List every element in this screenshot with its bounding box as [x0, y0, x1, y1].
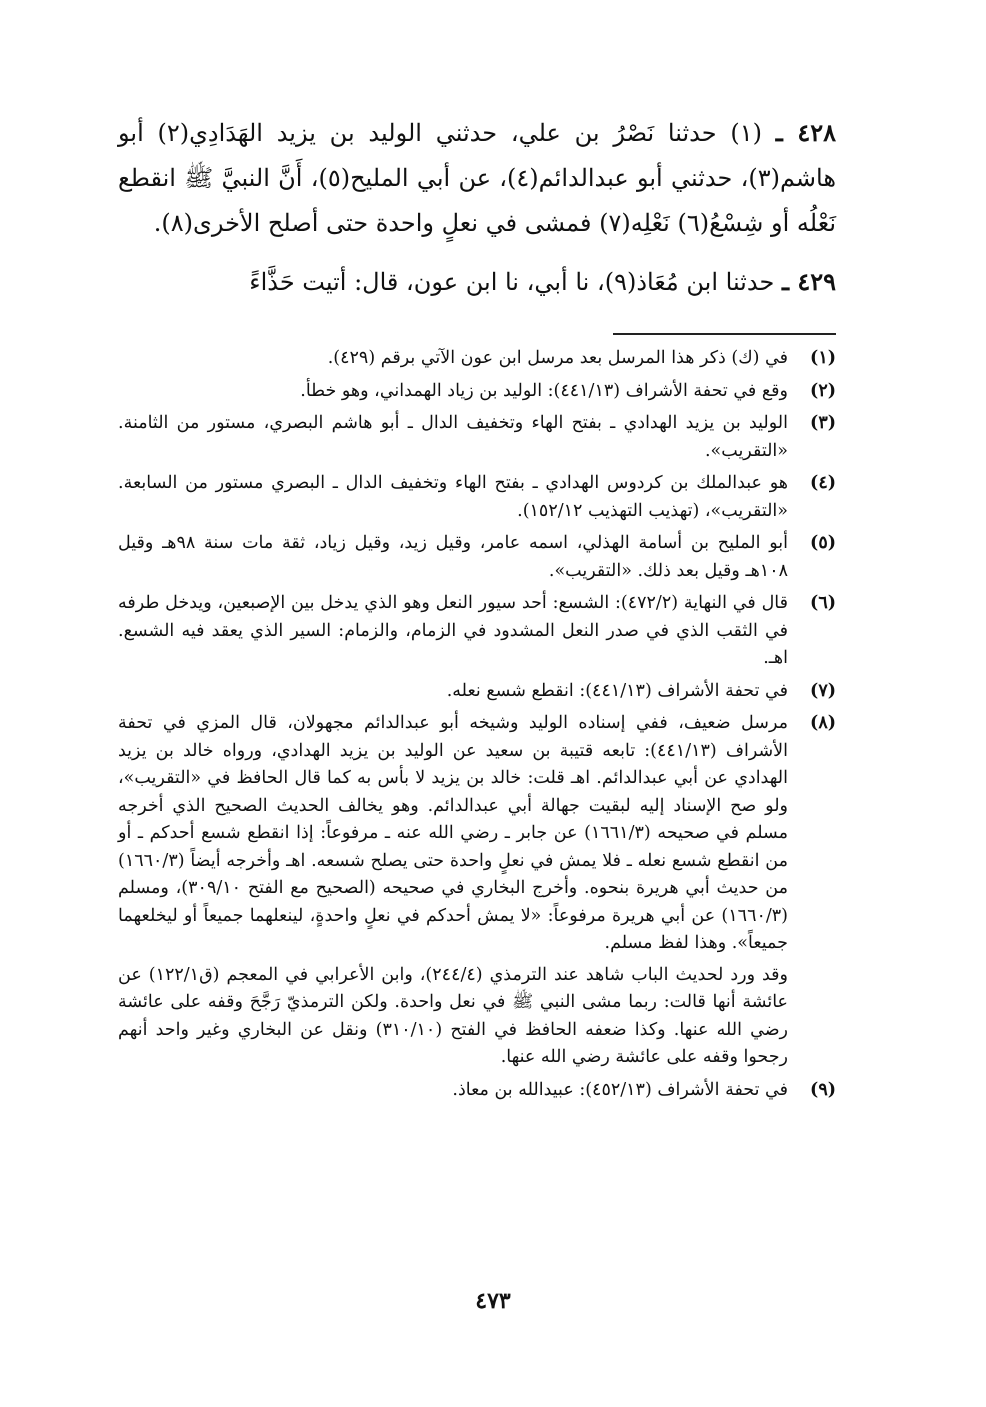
- footnote: [118, 410, 836, 465]
- footnote-text: وقع في تحفة الأشراف (٤٤١/١٣): الوليد بن زياد الهمداني، وهو خطأ.: [300, 380, 788, 401]
- footnote-text: في (ك) ذكر هذا المرسل بعد مرسل ابن عون الآتي برقم (٤٢٩).: [327, 348, 788, 368]
- main-text: [118, 110, 836, 318]
- footnote-divider: [613, 333, 836, 335]
- footnote-number: (٤): [810, 473, 836, 493]
- hadith-text: حدثنا ابن مُعَاذ(٩)، نا أبي، نا ابن عون، قال: أتيت حَذَّاءً: [249, 268, 775, 296]
- footnote: [118, 678, 836, 706]
- footnote-text: أبو المليح بن أسامة الهذلي، اسمه عامر، وقيل زيد، وقيل زياد، ثقة مات سنة ٩٨هـ وقيل ١٠٨هـ وقيل بعد ذلك. «التقريب».: [118, 533, 788, 581]
- hadith-text: (١) حدثنا نَصْرُ بن علي، حدثني الوليد بن يزيد الهَدَادِي(٢) أبو هاشم(٣)، حدثني أبو عبدالدائم(٤)، عن أبي المليح(٥)، أَنَّ النبيَّ ﷺ انقطع نَعْلُه أو شِسْعُ(٦) نَعْلِه(٧) فمشى في نعلٍ واحدة حتى أصلح الأخرى(٨).: [118, 119, 836, 237]
- footnote: [118, 590, 836, 673]
- footnote-text: الوليد بن يزيد الهدادي ـ بفتح الهاء وتخفيف الدال ـ أبو هاشم البصري، مستور من الثامنة. «التقريب».: [118, 413, 788, 461]
- footnote-number: (٦): [810, 593, 836, 613]
- footnotes: [118, 345, 836, 1109]
- hadith-number: ٤٢٨ ـ: [775, 118, 836, 147]
- footnote: [118, 470, 836, 525]
- footnote-number: (٢): [810, 380, 836, 401]
- footnote-number: (٩): [810, 1079, 836, 1100]
- page-number: ٤٧٣: [475, 1288, 511, 1314]
- footnote-number: (٣): [810, 413, 836, 433]
- footnote-text: قال في النهاية (٤٧٢/٢): الشسع: أحد سيور النعل وهو الذي يدخل بين الإصبعين، ويدخل طرفه في الثقب الذي في صدر النعل المشدود في الزمام، والزمام: السير الذي يعقد فيه الشسع. اهـ.: [118, 593, 788, 668]
- footnote-number: (١): [810, 348, 836, 368]
- hadith-number: ٤٢٩ ـ: [781, 267, 836, 296]
- footnote-number: (٧): [810, 680, 836, 701]
- footnote-number: (٥): [810, 533, 836, 553]
- footnote-text: في تحفة الأشراف (٤٥٢/١٣): عبيدالله بن معاذ.: [452, 1079, 788, 1100]
- footnote: [118, 345, 836, 373]
- footnote-text: هو عبدالملك بن كردوس الهدادي ـ بفتح الهاء وتخفيف الدال ـ البصري مستور من السابعة. «التقريب»، (تهذيب التهذيب ١٥٢/١٢).: [118, 473, 788, 521]
- hadith-428: [118, 110, 836, 246]
- footnote: [118, 710, 836, 1072]
- footnote: [118, 1077, 836, 1105]
- footnote-text: في تحفة الأشراف (٤٤١/١٣): انقطع شسع نعله.: [446, 680, 788, 701]
- footnote-number: (٨): [810, 713, 836, 733]
- hadith-429: [118, 259, 836, 305]
- footnote-text: مرسل ضعيف، ففي إسناده الوليد وشيخه أبو عبدالدائم مجهولان، قال المزي في تحفة الأشراف (٤٤١/١٣): تابعه قتيبة بن سعيد عن الوليد بن يزيد الهدادي، ورواه خالد بن يزيد الهدادي عن أبي عبدالدائم. اهـ قلت: خالد بن يزيد لا بأس به كما قال الحافظ في «التقريب»، ولو صح الإسناد إليه لبقيت جهالة أبي عبدالدائم. وهو يخالف الحديث الصحيح الذي أخرجه مسلم في صحيحه (١٦٦١/٣) عن جابر ـ رضي الله عنه ـ مرفوعاً: إذا انقطع شسع أحدكم ـ أو من انقطع شسع نعله ـ فلا يمش في نعلٍ واحدة حتى يصلح شسعه. اهـ وأخرجه أيضاً (١٦٦٠/٣) من حديث أبي هريرة بنحوه. وأخرج البخاري في صحيحه (الصحيح مع الفتح ٣٠٩/١٠)، ومسلم (١٦٦٠/٣) عن أبي هريرة مرفوعاً: «لا يمش أحدكم في نعلٍ واحدةٍ، لينعلهما جميعاً أو ليخلعهما جميعاً». وهذا لفظ مسلم.: [118, 713, 788, 953]
- footnote-continuation: وقد ورد لحديث الباب شاهد عند الترمذي (٢٤٤/٤)، وابن الأعرابي في المعجم (ق١٢٢/١) عن عائشة أنها قالت: ربما مشى النبي ﷺ في نعل واحدة. ولكن الترمذيّ رَجَّحَ وقفه على عائشة رضي الله عنها. وكذا ضعفه الحافظ في الفتح (٣١٠/١٠) ونقل عن البخاري وغير واحد أنهم رجحوا وقفه على عائشة رضي الله عنها.: [118, 964, 788, 1067]
- footnote: [118, 378, 836, 406]
- footnote: [118, 530, 836, 585]
